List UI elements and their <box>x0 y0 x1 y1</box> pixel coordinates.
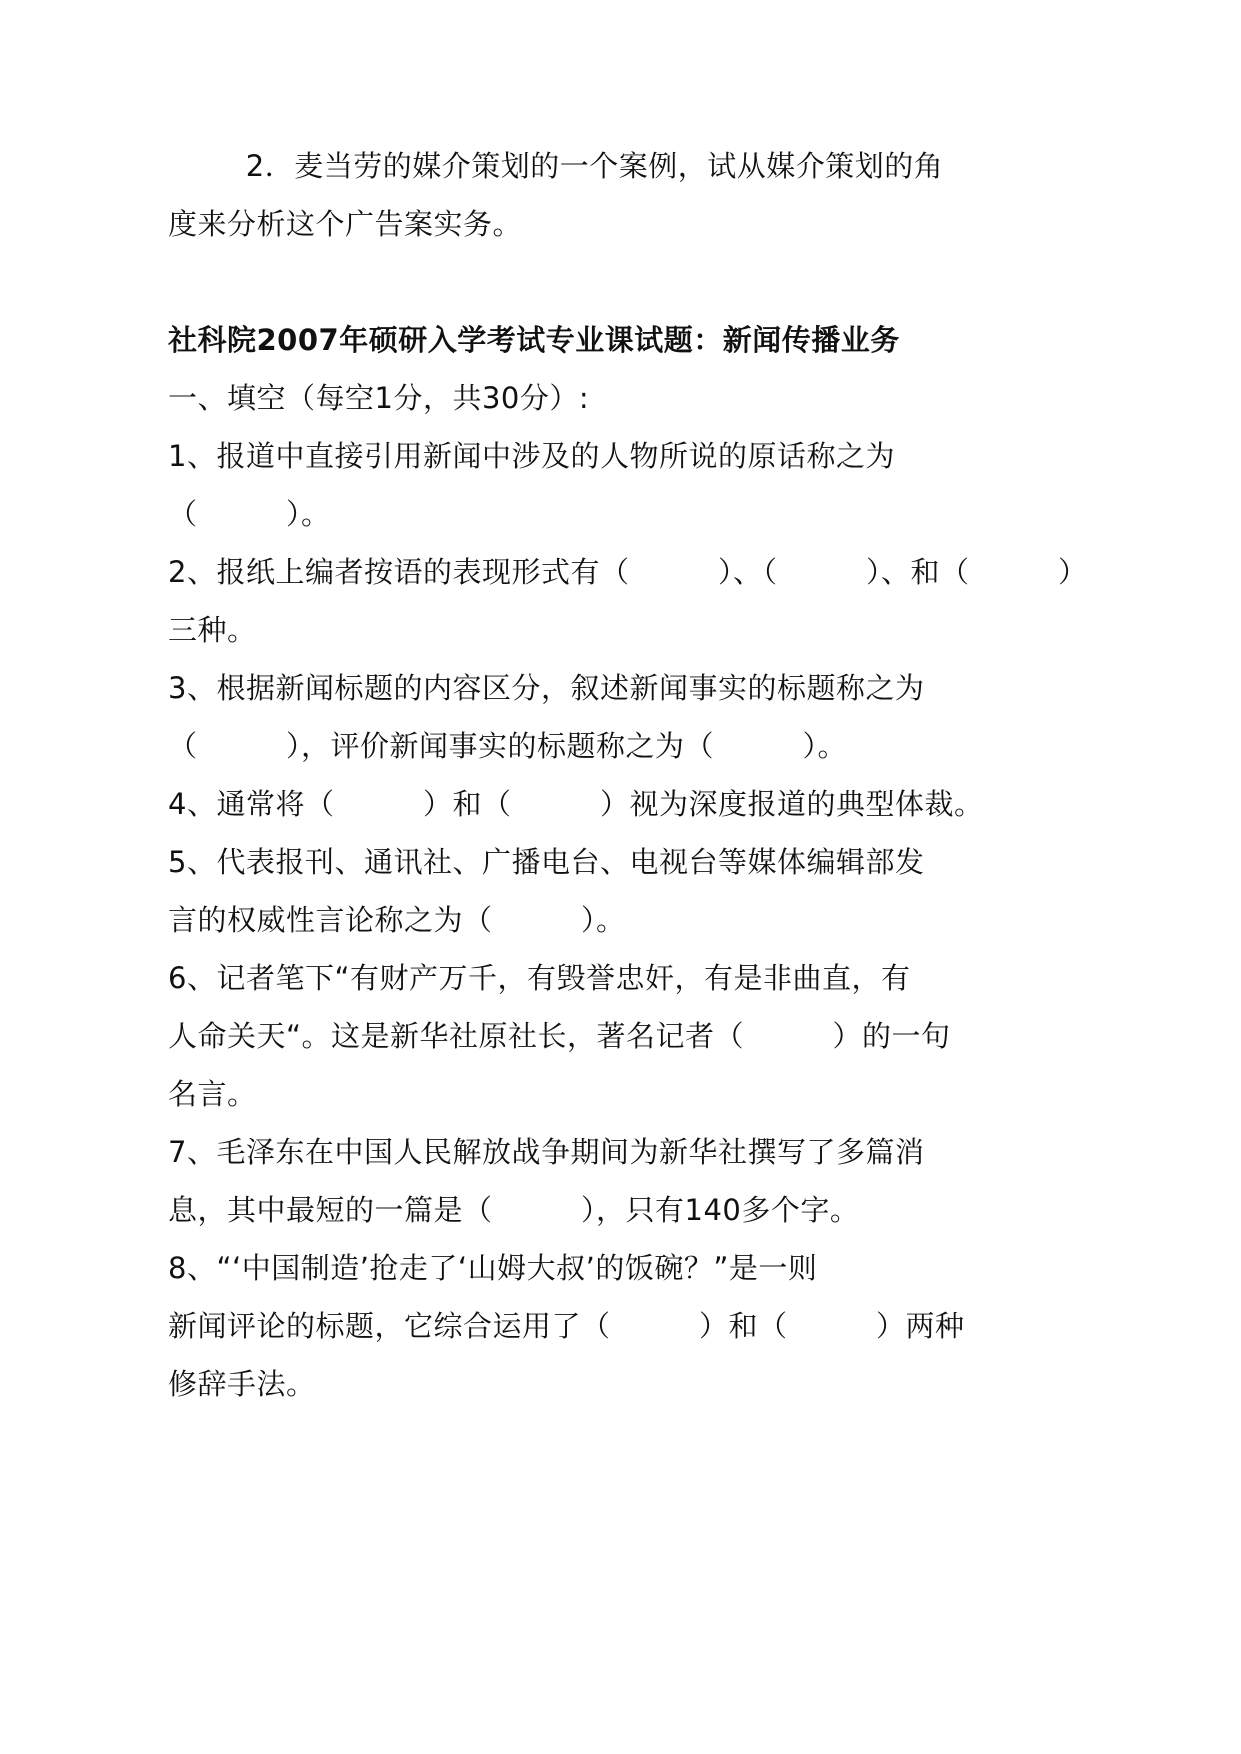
item-7-line-2: 息，其中最短的一篇是（ ），只有140多个字。 <box>168 1193 860 1227</box>
item-3-line-2: （ ），评价新闻事实的标题称之为（ ）。 <box>168 729 848 763</box>
item-6-line-2: 人命关天“。这是新华社原社长，著名记者（ ）的一句 <box>168 1019 951 1053</box>
item-8-line-2: 新闻评论的标题，它综合运用了（ ）和（ ）两种 <box>168 1309 965 1343</box>
item-1-line-2: （ ）。 <box>168 497 331 531</box>
item-6-line-1: 6、记者笔下“有财产万千，有毁誉忠奸，有是非曲直，有 <box>168 961 911 995</box>
question-2-line-2: 度来分析这个广告案实务。 <box>168 207 523 241</box>
question-2-line-1: 2．麦当劳的媒介策划的一个案例，试从媒介策划的角 <box>168 149 944 183</box>
item-2-line-2: 三种。 <box>168 613 257 647</box>
item-5-line-2: 言的权威性言论称之为（ ）。 <box>168 903 626 937</box>
item-4-line-1: 4、通常将（ ）和（ ）视为深度报道的典型体裁。 <box>168 787 984 821</box>
item-1-line-1: 1、报道中直接引用新闻中涉及的人物所说的原话称之为 <box>168 439 895 473</box>
item-8-line-3: 修辞手法。 <box>168 1367 316 1401</box>
item-8-line-1: 8、“‘中国制造’抢走了‘山姆大叔’的饭碗？”是一则 <box>168 1251 818 1285</box>
item-5-line-1: 5、代表报刊、通讯社、广播电台、电视台等媒体编辑部发 <box>168 845 925 879</box>
part-heading: 一、填空（每空1分，共30分）: <box>168 381 590 415</box>
section-title: 社科院2007年硕研入学考试专业课试题：新闻传播业务 <box>168 323 900 357</box>
item-7-line-1: 7、毛泽东在中国人民解放战争期间为新华社撰写了多篇消 <box>168 1135 925 1169</box>
item-3-line-1: 3、根据新闻标题的内容区分，叙述新闻事实的标题称之为 <box>168 671 925 705</box>
item-6-line-3: 名言。 <box>168 1077 257 1111</box>
item-2-line-1: 2、报纸上编者按语的表现形式有（ ）、（ ）、和（ ） <box>168 555 1088 589</box>
